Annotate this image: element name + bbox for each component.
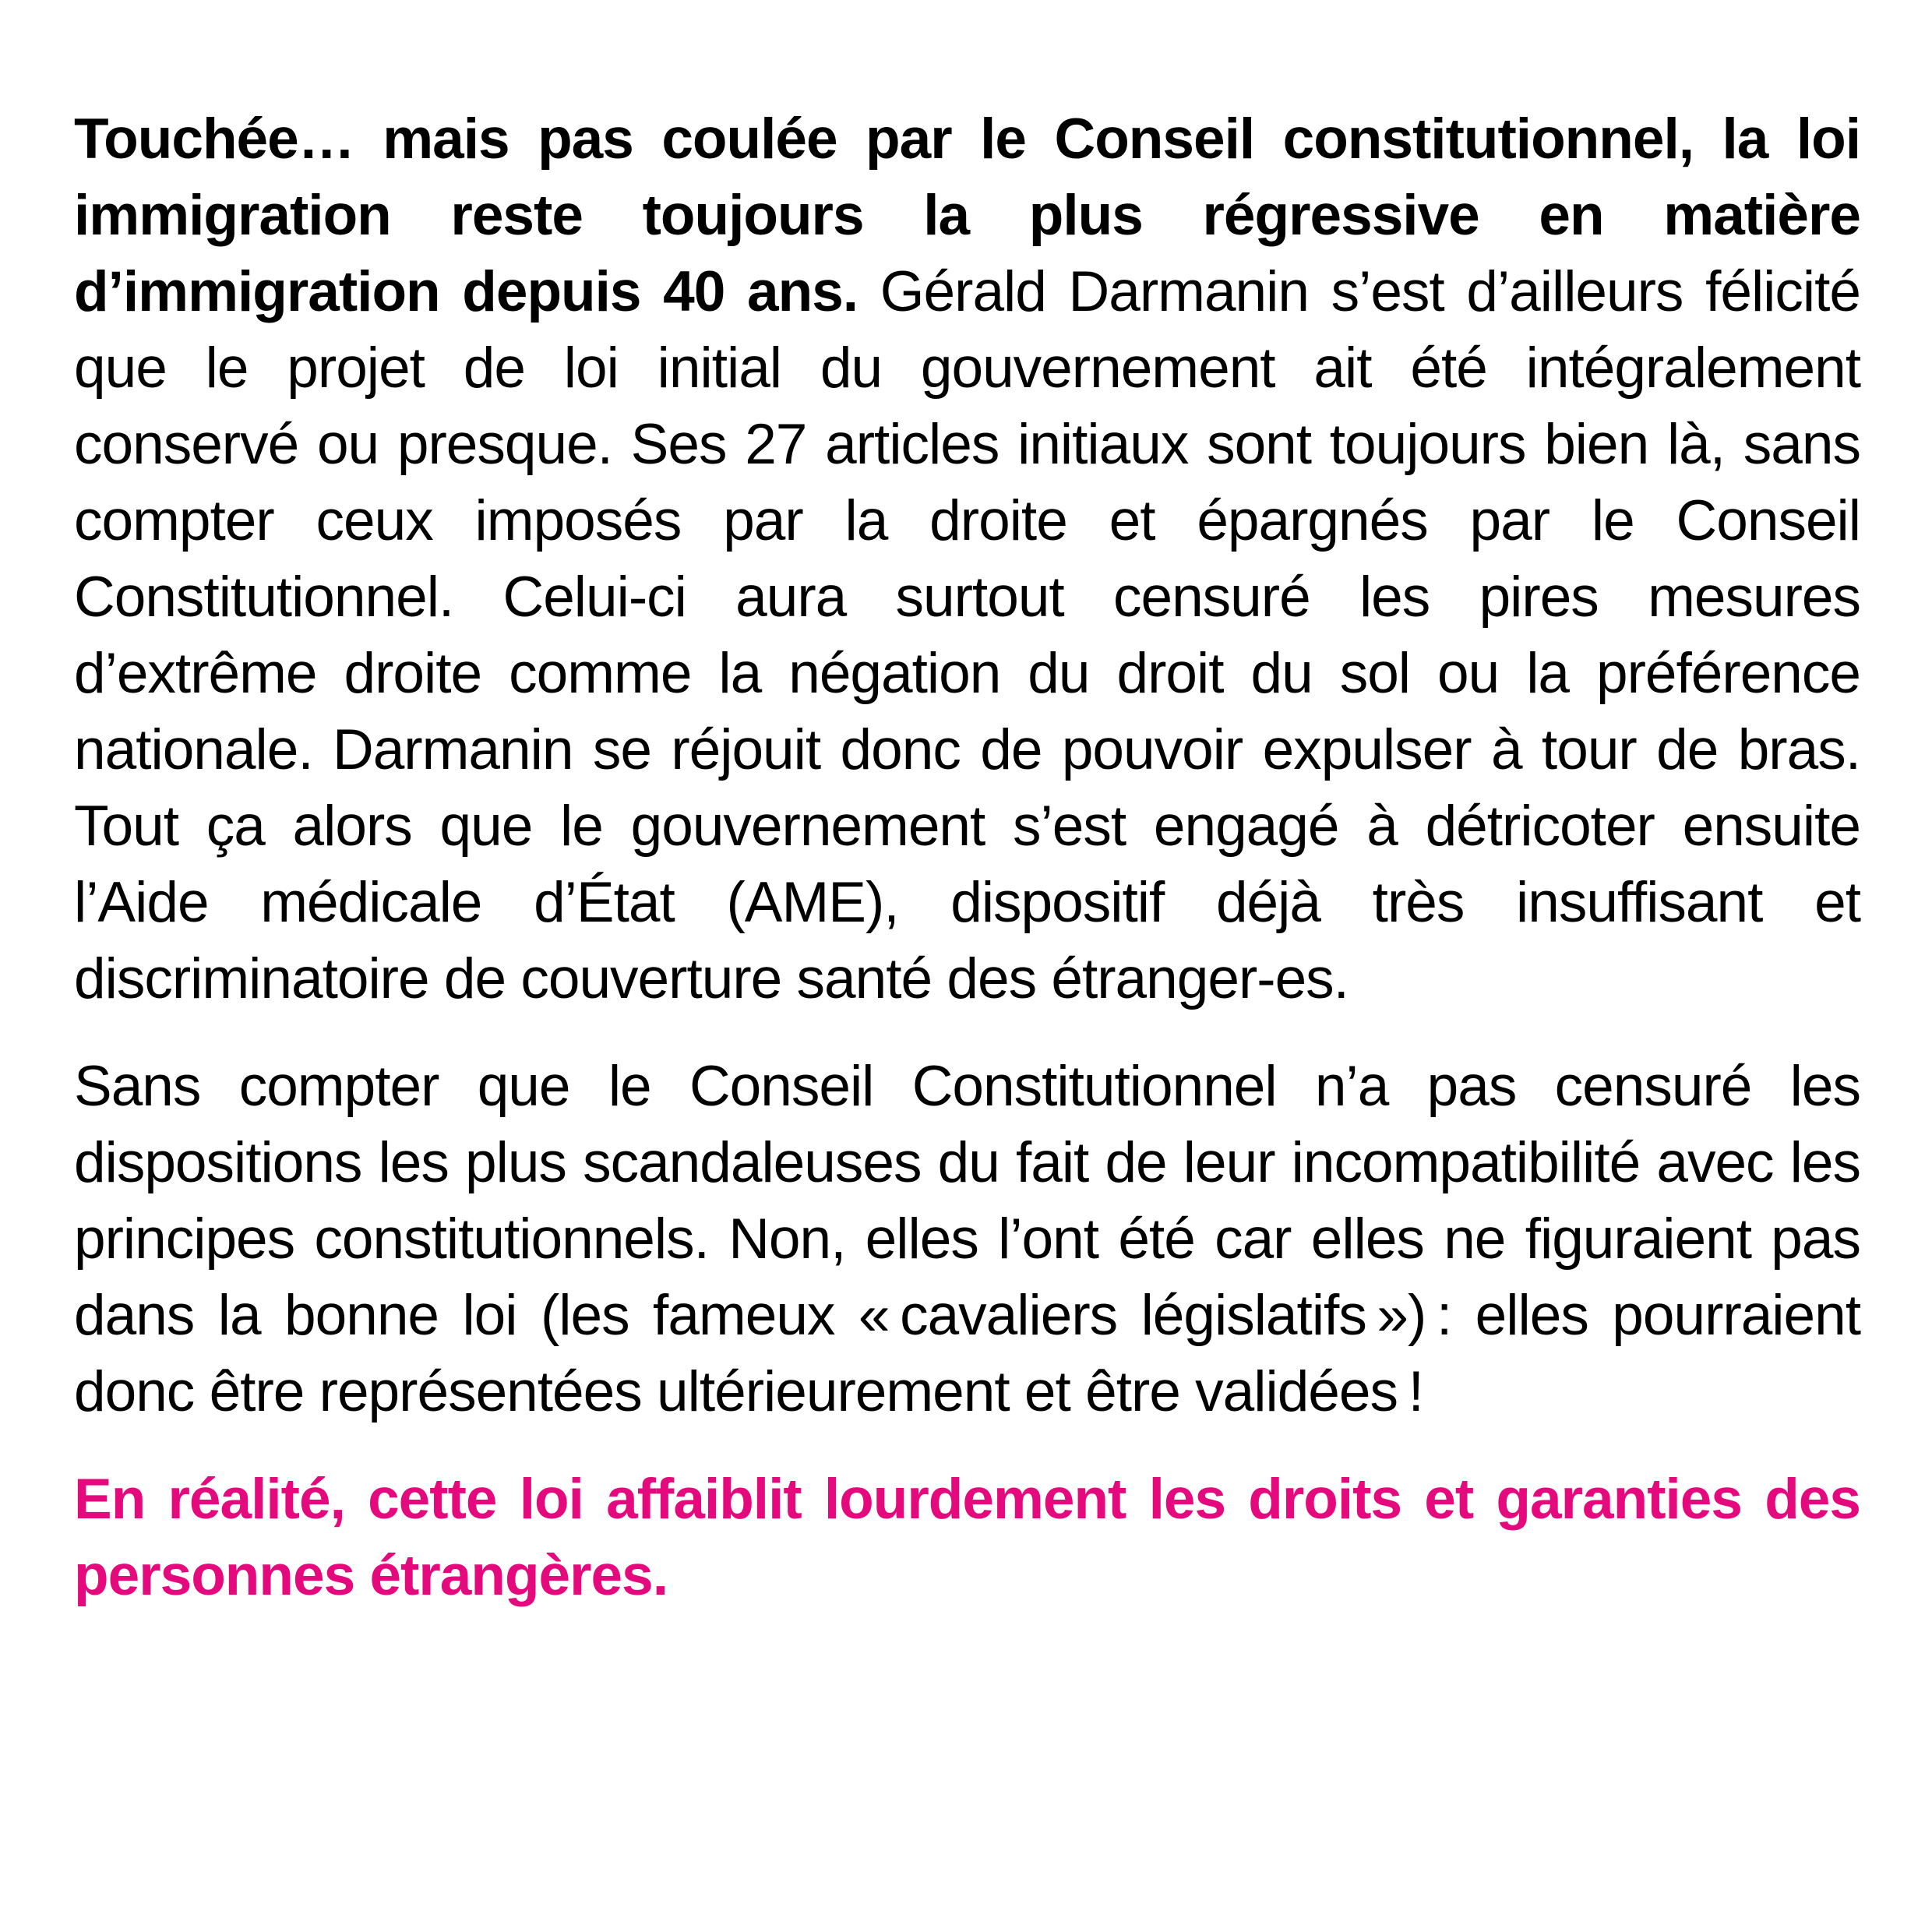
- intro-bold-lead: Touchée… mais pas coulée par le Conseil constitutionnel, la loi immigration reste toujours la plus régressive en matière d’immigration depuis 40 ans.: [74, 108, 1860, 323]
- intro-body-text: Gérald Darmanin s’est d’ailleurs félicité que le projet de loi initial du gouvernement ait été intégralement conservé ou presque. Ses 27 articles initiaux sont toujours bien là, sans compter ceux imposés par la droite et épargnés par le Conseil Constitutionnel. Celui-ci aura surtout censuré les pires mesures d’extrême droite comme la négation du droit du sol ou la préférence nationale. Darmanin se réjouit donc de pouvoir expulser à tour de bras. Tout ça alors que le gouvernement s’est engagé à détricoter ensuite l’Aide médicale d’État (AME), dispositif déjà très insuffisant et discriminatoire de couverture santé des étranger-es.: [74, 260, 1860, 1010]
- paragraph-intro: [74, 101, 1860, 1017]
- paragraph-conclusion-highlight: En réalité, cette loi affaiblit lourdement les droits et garanties des personnes étrangères.: [74, 1468, 1860, 1607]
- paragraph-constitutional-council: Sans compter que le Conseil Constitutionnel n’a pas censuré les dispositions les plus scandaleuses du fait de leur incompatibilité avec les principes constitutionnels. Non, elles l’ont été car elles ne figuraient pas dans la bonne loi (les fameux « cavaliers législatifs ») : elles pourraient donc être représentées ultérieurement et être validées !: [74, 1055, 1860, 1423]
